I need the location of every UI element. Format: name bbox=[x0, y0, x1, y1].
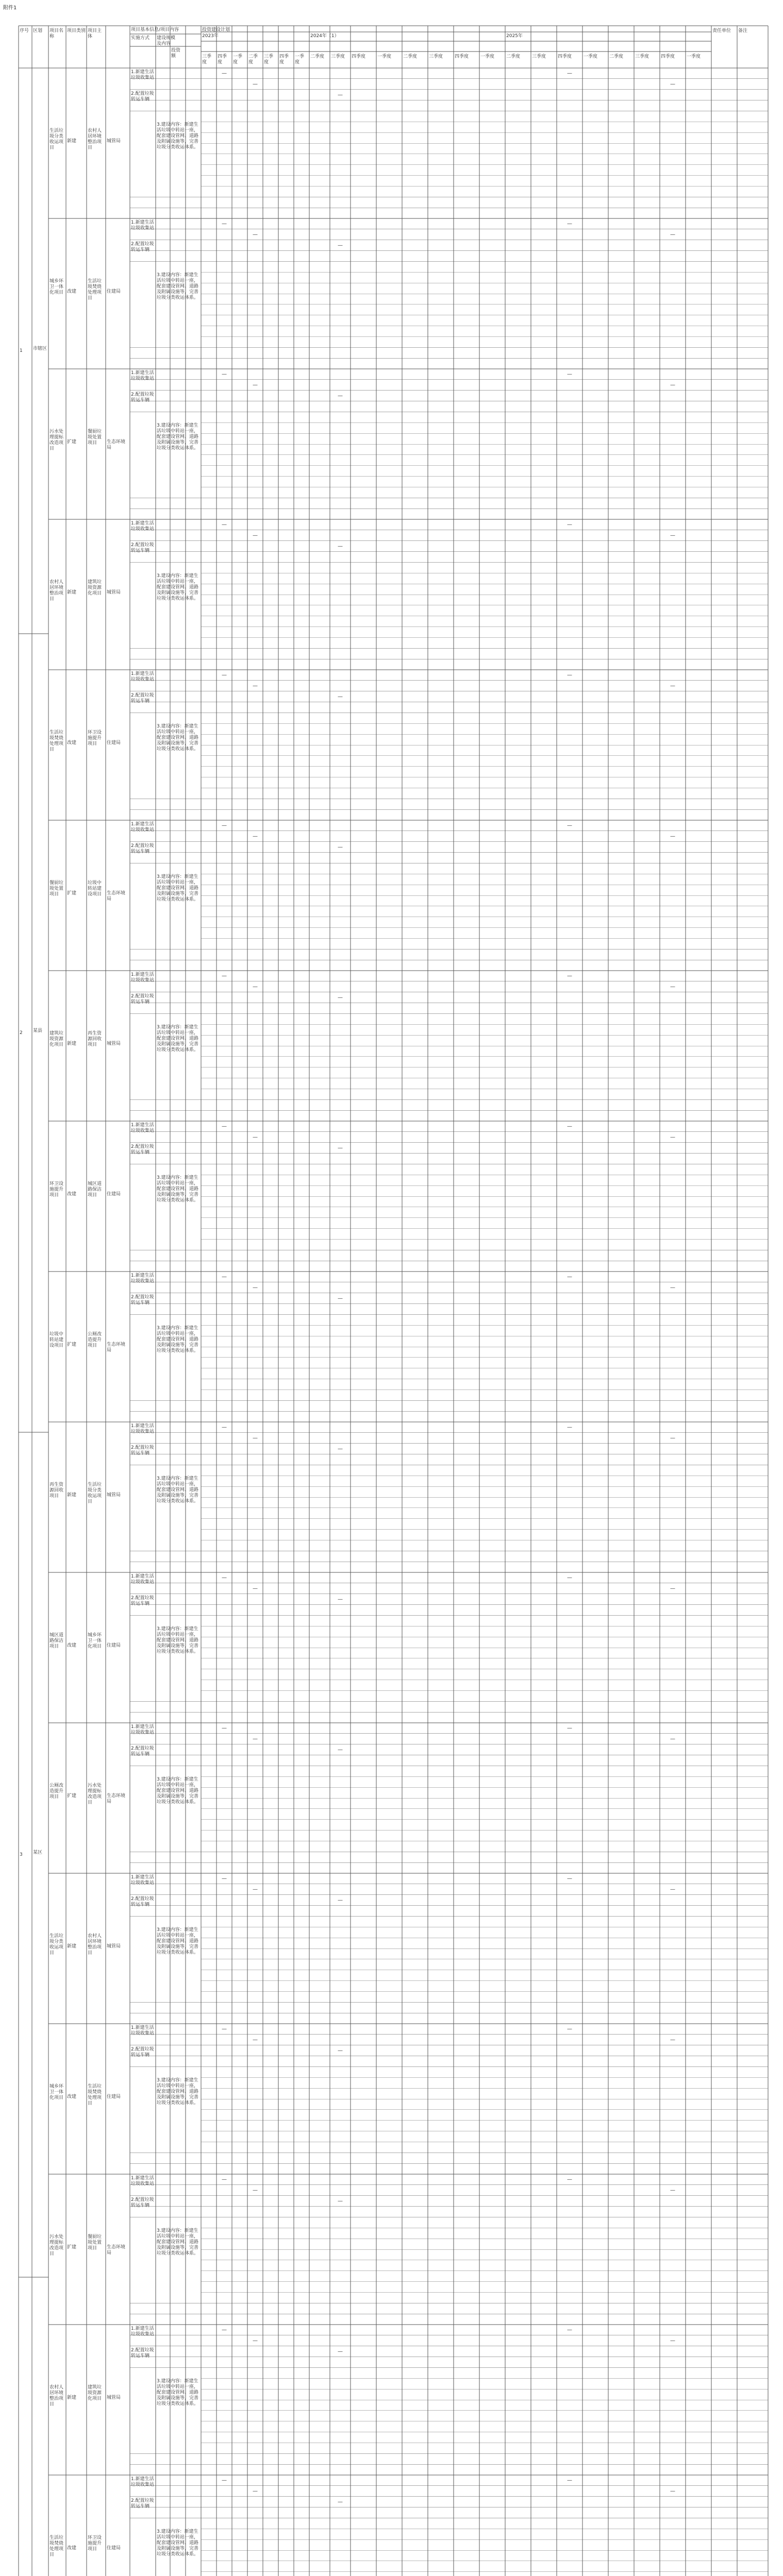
plan-mark: — bbox=[670, 2037, 675, 2043]
plan-mark: — bbox=[338, 2047, 343, 2054]
header-quarter: 二季度 bbox=[609, 54, 624, 59]
plan-mark: — bbox=[338, 2499, 343, 2505]
plan-mark: — bbox=[222, 221, 227, 227]
detail-a: 1.新建生活垃圾收集站 bbox=[131, 1123, 155, 1133]
project-subject: 生活垃圾焚烧处理项目 bbox=[88, 2084, 102, 2106]
header-plan-2024: 2024年（1） bbox=[310, 33, 339, 39]
project-owner: 住建局 bbox=[107, 1643, 121, 1648]
project-owner: 城管局 bbox=[107, 2395, 121, 2400]
plan-mark: — bbox=[567, 1575, 572, 1581]
plan-mark: — bbox=[253, 1284, 258, 1291]
plan-mark: — bbox=[222, 1876, 227, 1882]
plan-mark: — bbox=[253, 81, 258, 87]
detail-b: 2.配置垃圾转运车辆 bbox=[131, 2347, 154, 2359]
plan-mark: — bbox=[338, 92, 343, 98]
plan-mark: — bbox=[338, 693, 343, 700]
plan-mark: — bbox=[670, 1134, 675, 1140]
project-name: 生活垃圾焚烧处理项目 bbox=[49, 730, 64, 752]
row-index: 2 bbox=[20, 1030, 23, 1036]
header-quarter: 四季度 bbox=[455, 54, 469, 59]
plan-mark: — bbox=[222, 672, 227, 678]
region-name: 某县 bbox=[33, 1028, 43, 1033]
header-quarter: 三季度 bbox=[429, 54, 443, 59]
header-index: 序号 bbox=[20, 28, 29, 33]
detail-a: 1.新建生活垃圾收集站 bbox=[131, 822, 155, 833]
plan-mark: — bbox=[670, 1585, 675, 1591]
plan-mark: — bbox=[670, 1284, 675, 1291]
plan-mark: — bbox=[253, 382, 258, 388]
header-quarter: 三季度 bbox=[264, 54, 274, 65]
plan-mark: — bbox=[567, 371, 572, 377]
header-quarter: 一季度 bbox=[377, 54, 392, 59]
detail-a: 1.新建生活垃圾收集站 bbox=[131, 521, 155, 532]
project-subject: 农村人居环境整治项目 bbox=[88, 128, 102, 150]
plan-mark: — bbox=[670, 382, 675, 388]
detail-b: 2.配置垃圾转运车辆 bbox=[131, 91, 154, 102]
project-name: 生活垃圾焚烧处理项目 bbox=[49, 2535, 64, 2557]
plan-mark: — bbox=[670, 532, 675, 538]
project-owner: 城管局 bbox=[107, 590, 121, 595]
detail-c: 3.建设内容：新建生活垃圾中转站一座，配套建设管网、道路及附属设施等，完善垃圾分类收运体系。 bbox=[157, 874, 199, 903]
detail-b: 2.配置垃圾转运车辆 bbox=[131, 241, 154, 252]
plan-mark: — bbox=[670, 1435, 675, 1441]
header-quarter: 三季度 bbox=[635, 54, 649, 59]
project-subject: 农村人居环境整治项目 bbox=[88, 1934, 102, 1956]
project-owner: 生态环境局 bbox=[107, 891, 126, 902]
plan-mark: — bbox=[567, 1124, 572, 1129]
plan-mark: — bbox=[338, 2198, 343, 2204]
plan-mark: — bbox=[253, 1134, 258, 1140]
detail-c: 3.建设内容：新建生活垃圾中转站一座，配套建设管网、道路及附属设施等，完善垃圾分类收运体系。 bbox=[157, 423, 199, 451]
detail-c: 3.建设内容：新建生活垃圾中转站一座，配套建设管网、道路及附属设施等，完善垃圾分类收运体系。 bbox=[157, 724, 199, 752]
header-quarter: 一季度 bbox=[687, 54, 701, 59]
project-category: 扩建 bbox=[67, 439, 77, 445]
project-subject: 城乡环卫一体化项目 bbox=[88, 1633, 102, 1649]
header-project-group: 项目基本信息/项目内容 bbox=[131, 27, 179, 32]
plan-mark: — bbox=[567, 1725, 572, 1731]
project-name: 餐厨垃圾处置项目 bbox=[49, 880, 64, 897]
plan-mark: — bbox=[253, 231, 258, 238]
project-owner: 城管局 bbox=[107, 1041, 121, 1046]
detail-a: 1.新建生活垃圾收集站 bbox=[131, 1273, 155, 1284]
detail-b: 2.配置垃圾转运车辆 bbox=[131, 692, 154, 704]
header-responsible: 责任单位 bbox=[712, 28, 731, 33]
plan-mark: — bbox=[222, 522, 227, 528]
plan-mark: — bbox=[670, 2187, 675, 2193]
plan-mark: — bbox=[222, 2177, 227, 2182]
plan-mark: — bbox=[567, 2177, 572, 2182]
plan-mark: — bbox=[670, 1886, 675, 1892]
project-owner: 城管局 bbox=[107, 1944, 121, 1949]
detail-a: 1.新建生活垃圾收集站 bbox=[131, 2326, 155, 2337]
plan-mark: — bbox=[670, 1736, 675, 1742]
project-name: 农村人居环境整治项目 bbox=[49, 2385, 64, 2407]
header-quarter: 四季度 bbox=[279, 54, 289, 65]
header-quarter: 四季度 bbox=[352, 54, 366, 59]
detail-c: 3.建设内容：新建生活垃圾中转站一座，配套建设管网、道路及附属设施等，完善垃圾分类收运体系。 bbox=[157, 1175, 199, 1204]
plan-mark: — bbox=[567, 522, 572, 528]
header-plan-2025: 2025年 bbox=[506, 33, 523, 39]
plan-mark: — bbox=[222, 1725, 227, 1731]
plan-mark: — bbox=[338, 1145, 343, 1151]
plan-mark: — bbox=[338, 543, 343, 549]
project-category: 新建 bbox=[67, 2395, 77, 2400]
project-category: 新建 bbox=[67, 1944, 77, 1949]
plan-mark: — bbox=[670, 2488, 675, 2494]
plan-mark: — bbox=[338, 844, 343, 850]
header-quarter: 一季度 bbox=[295, 54, 305, 65]
detail-b: 2.配置垃圾转运车辆 bbox=[131, 542, 154, 553]
header-quarter: 四季度 bbox=[218, 54, 227, 65]
header-quarter: 二季度 bbox=[403, 54, 418, 59]
project-subject: 公厕改造提升项目 bbox=[88, 1332, 102, 1348]
detail-c: 3.建设内容：新建生活垃圾中转站一座，配套建设管网、道路及附属设施等，完善垃圾分类收运体系。 bbox=[157, 1626, 199, 1655]
plan-mark: — bbox=[253, 833, 258, 839]
project-category: 新建 bbox=[67, 139, 77, 144]
project-subject: 城区道路保洁项目 bbox=[88, 1181, 102, 1198]
detail-c: 3.建设内容：新建生活垃圾中转站一座，配套建设管网、道路及附属设施等，完善垃圾分类收运体系。 bbox=[157, 1476, 199, 1504]
plan-mark: — bbox=[567, 2327, 572, 2333]
detail-b: 2.配置垃圾转运车辆 bbox=[131, 1294, 154, 1306]
project-name: 城乡环卫一体化项目 bbox=[49, 279, 64, 295]
project-category: 改建 bbox=[67, 2546, 77, 2551]
project-name: 城乡环卫一体化项目 bbox=[49, 2084, 64, 2100]
project-owner: 城管局 bbox=[107, 139, 121, 144]
project-owner: 城管局 bbox=[107, 1493, 121, 1498]
detail-a: 1.新建生活垃圾收集站 bbox=[131, 1875, 155, 1886]
detail-b: 2.配置垃圾转运车辆 bbox=[131, 993, 154, 1005]
detail-c: 3.建设内容：新建生活垃圾中转站一座，配套建设管网、道路及附属设施等，完善垃圾分类收运体系。 bbox=[157, 2379, 199, 2407]
project-name: 农村人居环境整治项目 bbox=[49, 580, 64, 602]
detail-c: 3.建设内容：新建生活垃圾中转站一座，配套建设管网、道路及附属设施等，完善垃圾分类收运体系。 bbox=[157, 2228, 199, 2257]
header-remark: 备注 bbox=[738, 28, 748, 33]
project-category: 扩建 bbox=[67, 2245, 77, 2250]
plan-mark: — bbox=[567, 1274, 572, 1280]
plan-mark: — bbox=[222, 1274, 227, 1280]
detail-b: 2.配置垃圾转运车辆 bbox=[131, 1445, 154, 1456]
detail-c: 3.建设内容：新建生活垃圾中转站一座，配套建设管网、道路及附属设施等，完善垃圾分类收运体系。 bbox=[157, 1777, 199, 1805]
detail-a: 1.新建生活垃圾收集站 bbox=[131, 1574, 155, 1585]
header-quarter: 一季度 bbox=[584, 54, 598, 59]
project-subject: 餐厨垃圾处置项目 bbox=[88, 429, 102, 446]
region-name: 某区 bbox=[33, 1850, 43, 1855]
plan-mark: — bbox=[253, 2187, 258, 2193]
project-owner: 住建局 bbox=[107, 740, 121, 745]
detail-b: 2.配置垃圾转运车辆 bbox=[131, 1144, 154, 1155]
header-plan-group: 投资建设计划 bbox=[202, 27, 230, 32]
project-owner: 住建局 bbox=[107, 2094, 121, 2099]
project-name: 污水处理提标改造项目 bbox=[49, 429, 64, 451]
detail-c: 3.建设内容：新建生活垃圾中转站一座，配套建设管网、道路及附属设施等，完善垃圾分类收运体系。 bbox=[157, 2529, 199, 2557]
project-category: 改建 bbox=[67, 2094, 77, 2099]
header-owner: 项目主体 bbox=[88, 28, 102, 39]
header-region: 区划 bbox=[33, 28, 43, 33]
plan-mark: — bbox=[567, 973, 572, 979]
detail-b: 2.配置垃圾转运车辆 bbox=[131, 2197, 154, 2208]
project-subject: 污水处理提标改造项目 bbox=[88, 1783, 102, 1805]
plan-mark: — bbox=[670, 984, 675, 990]
detail-c: 3.建设内容：新建生活垃圾中转站一座，配套建设管网、道路及附属设施等，完善垃圾分类收运体系。 bbox=[157, 2078, 199, 2106]
project-subject: 餐厨垃圾处置项目 bbox=[88, 2234, 102, 2251]
project-subject: 垃圾中转站建设项目 bbox=[88, 880, 102, 897]
plan-mark: — bbox=[567, 1876, 572, 1882]
project-category: 新建 bbox=[67, 590, 77, 595]
plan-mark: — bbox=[253, 1585, 258, 1591]
plan-mark: — bbox=[222, 71, 227, 76]
header-quarter: 二季度 bbox=[248, 54, 258, 65]
detail-b: 2.配置垃圾转运车辆 bbox=[131, 1745, 154, 1757]
plan-mark: — bbox=[670, 231, 675, 238]
header-scale: 建设规模及内容 bbox=[157, 36, 176, 45]
project-category: 改建 bbox=[67, 740, 77, 745]
detail-a: 1.新建生活垃圾收集站 bbox=[131, 1423, 155, 1434]
plan-mark: — bbox=[222, 2478, 227, 2483]
plan-mark: — bbox=[253, 683, 258, 689]
header-quarter: 二季度 bbox=[310, 54, 325, 59]
detail-c: 3.建设内容：新建生活垃圾中转站一座，配套建设管网、道路及附属设施等，完善垃圾分类收运体系。 bbox=[157, 1025, 199, 1053]
project-name: 环卫设施提升项目 bbox=[49, 1181, 64, 1198]
detail-a: 1.新建生活垃圾收集站 bbox=[131, 2477, 155, 2487]
project-name: 生活垃圾分类收运项目 bbox=[49, 1934, 64, 1956]
plan-mark: — bbox=[253, 2037, 258, 2043]
plan-mark: — bbox=[253, 532, 258, 538]
plan-mark: — bbox=[222, 2026, 227, 2032]
detail-b: 2.配置垃圾转运车辆 bbox=[131, 1595, 154, 1606]
plan-mark: — bbox=[222, 823, 227, 828]
detail-a: 1.新建生活垃圾收集站 bbox=[131, 370, 155, 381]
project-name: 城区道路保洁项目 bbox=[49, 1633, 64, 1649]
project-category: 改建 bbox=[67, 1643, 77, 1648]
project-subject: 建筑垃圾资源化项目 bbox=[88, 580, 102, 596]
project-subject: 环卫设施提升项目 bbox=[88, 2535, 102, 2552]
plan-mark: — bbox=[253, 2337, 258, 2344]
project-category: 新建 bbox=[67, 1493, 77, 1498]
header-quarter: 三季度 bbox=[331, 54, 345, 59]
plan-mark: — bbox=[338, 242, 343, 248]
plan-mark: — bbox=[567, 823, 572, 828]
detail-a: 1.新建生活垃圾收集站 bbox=[131, 1724, 155, 1735]
project-name: 生活垃圾分类收运项目 bbox=[49, 128, 64, 150]
plan-mark: — bbox=[338, 1897, 343, 1903]
document-title: 附件1 bbox=[3, 5, 17, 11]
header-mode: 实施方式 bbox=[131, 36, 150, 41]
project-name: 建筑垃圾资源化项目 bbox=[49, 1031, 64, 1047]
project-subject: 生活垃圾焚烧处理项目 bbox=[88, 279, 102, 301]
project-subject: 生活垃圾分类收运项目 bbox=[88, 1482, 102, 1504]
project-owner: 生态环境局 bbox=[107, 439, 126, 450]
project-subject: 再生资源回收项目 bbox=[88, 1031, 102, 1047]
project-category: 新建 bbox=[67, 1041, 77, 1046]
plan-mark: — bbox=[338, 1747, 343, 1753]
header-quarter: 四季度 bbox=[558, 54, 572, 59]
detail-a: 1.新建生活垃圾收集站 bbox=[131, 2025, 155, 2036]
detail-a: 1.新建生活垃圾收集站 bbox=[131, 70, 155, 80]
row-index: 1 bbox=[20, 348, 23, 353]
detail-b: 2.配置垃圾转运车辆 bbox=[131, 1896, 154, 1907]
detail-b: 2.配置垃圾转运车辆 bbox=[131, 843, 154, 854]
plan-mark: — bbox=[670, 683, 675, 689]
plan-mark: — bbox=[222, 1124, 227, 1129]
plan-mark: — bbox=[338, 994, 343, 1001]
plan-mark: — bbox=[222, 973, 227, 979]
detail-a: 1.新建生活垃圾收集站 bbox=[131, 2176, 155, 2187]
detail-c: 3.建设内容：新建生活垃圾中转站一座，配套建设管网、道路及附属设施等，完善垃圾分类收运体系。 bbox=[157, 122, 199, 150]
project-owner: 住建局 bbox=[107, 289, 121, 294]
plan-mark: — bbox=[253, 1736, 258, 1742]
detail-b: 2.配置垃圾转运车辆 bbox=[131, 2046, 154, 2058]
project-subject: 建筑垃圾资源化项目 bbox=[88, 2385, 102, 2401]
detail-c: 3.建设内容：新建生活垃圾中转站一座，配套建设管网、道路及附属设施等，完善垃圾分类收运体系。 bbox=[157, 273, 199, 301]
project-category: 扩建 bbox=[67, 891, 77, 896]
detail-b: 2.配置垃圾转运车辆 bbox=[131, 2498, 154, 2509]
project-owner: 住建局 bbox=[107, 1192, 121, 1197]
project-name: 污水处理提标改造项目 bbox=[49, 2234, 64, 2257]
project-category: 改建 bbox=[67, 1192, 77, 1197]
header-quarter: 二季度 bbox=[506, 54, 521, 59]
project-subject: 环卫设施提升项目 bbox=[88, 730, 102, 747]
project-owner: 生态环境局 bbox=[107, 2245, 126, 2256]
project-name: 垃圾中转站建设项目 bbox=[49, 1332, 64, 1348]
plan-mark: — bbox=[253, 984, 258, 990]
region-name: 市辖区 bbox=[33, 346, 47, 351]
project-category: 扩建 bbox=[67, 1342, 77, 1347]
detail-c: 3.建设内容：新建生活垃圾中转站一座，配套建设管网、道路及附属设施等，完善垃圾分类收运体系。 bbox=[157, 1326, 199, 1354]
header-category: 项目类别 bbox=[67, 28, 86, 33]
plan-mark: — bbox=[338, 1295, 343, 1301]
plan-mark: — bbox=[567, 71, 572, 76]
header-quarter: 三季度 bbox=[532, 54, 546, 59]
plan-mark: — bbox=[253, 2488, 258, 2494]
plan-mark: — bbox=[338, 393, 343, 399]
detail-c: 3.建设内容：新建生活垃圾中转站一座，配套建设管网、道路及附属设施等，完善垃圾分类收运体系。 bbox=[157, 573, 199, 602]
plan-mark: — bbox=[670, 833, 675, 839]
plan-mark: — bbox=[567, 672, 572, 678]
header-quarter: 一季度 bbox=[233, 54, 243, 65]
plan-mark: — bbox=[253, 1886, 258, 1892]
header-invest: 投资额 bbox=[171, 48, 181, 58]
plan-mark: — bbox=[670, 81, 675, 87]
project-owner: 住建局 bbox=[107, 2546, 121, 2551]
project-category: 改建 bbox=[67, 289, 77, 294]
header-name: 项目名称 bbox=[49, 28, 64, 39]
plan-mark: — bbox=[567, 1425, 572, 1430]
project-owner: 生态环境局 bbox=[107, 1342, 126, 1353]
plan-mark: — bbox=[222, 1575, 227, 1581]
project-owner: 生态环境局 bbox=[107, 1793, 126, 1804]
detail-a: 1.新建生活垃圾收集站 bbox=[131, 972, 155, 983]
plan-mark: — bbox=[567, 221, 572, 227]
plan-mark: — bbox=[670, 2337, 675, 2344]
project-name: 再生资源回收项目 bbox=[49, 1482, 64, 1499]
detail-b: 2.配置垃圾转运车辆 bbox=[131, 392, 154, 403]
detail-a: 1.新建生活垃圾收集站 bbox=[131, 220, 155, 231]
plan-mark: — bbox=[222, 371, 227, 377]
plan-mark: — bbox=[567, 2026, 572, 2032]
detail-a: 1.新建生活垃圾收集站 bbox=[131, 671, 155, 682]
plan-mark: — bbox=[253, 1435, 258, 1441]
row-index: 3 bbox=[20, 1852, 23, 1857]
plan-mark: — bbox=[222, 2327, 227, 2333]
plan-mark: — bbox=[338, 2348, 343, 2354]
header-plan-2023: 2023年 bbox=[202, 33, 219, 39]
plan-mark: — bbox=[567, 2478, 572, 2483]
plan-mark: — bbox=[338, 1596, 343, 1602]
header-quarter: 一季度 bbox=[480, 54, 495, 59]
plan-mark: — bbox=[338, 1446, 343, 1452]
header-quarter: 三季度 bbox=[202, 54, 212, 65]
project-category: 扩建 bbox=[67, 1793, 77, 1799]
plan-mark: — bbox=[222, 1425, 227, 1430]
header-quarter: 四季度 bbox=[661, 54, 675, 59]
project-name: 公厕改造提升项目 bbox=[49, 1783, 64, 1800]
detail-c: 3.建设内容：新建生活垃圾中转站一座，配套建设管网、道路及附属设施等，完善垃圾分类收运体系。 bbox=[157, 1927, 199, 1956]
